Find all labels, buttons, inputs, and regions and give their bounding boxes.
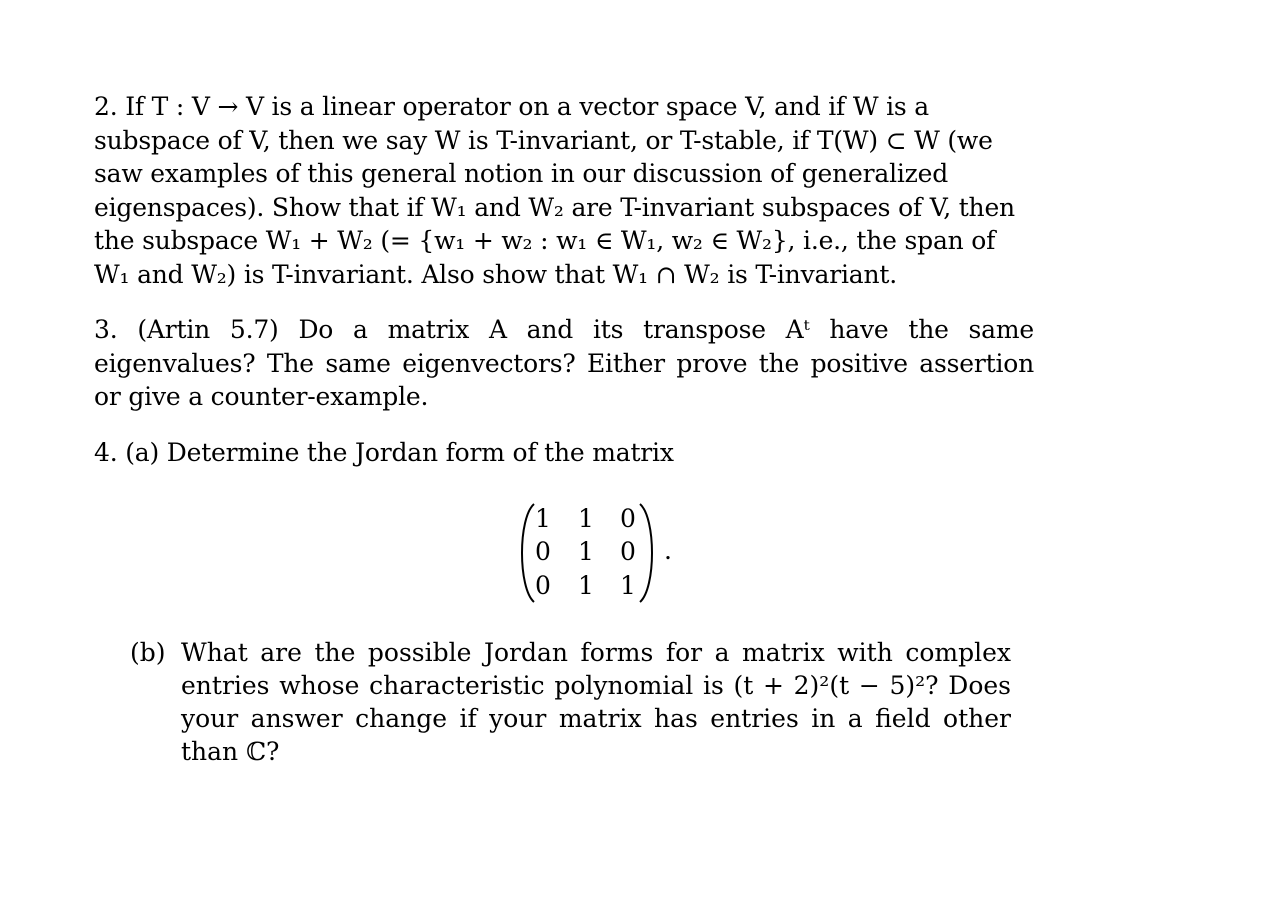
matrix-cell: 0 (535, 537, 551, 566)
problem-3-text: 3. (Artin 5.7) Do a matrix A and its transpose Aᵗ have the same eigenvalues? The same eigenvectors? Either prove the positive assertion or give a counter-example. (94, 315, 1034, 411)
matrix-cell: 1 (578, 571, 594, 600)
matrix-cell: 0 (620, 537, 636, 566)
problem-2 (94, 90, 1034, 291)
matrix-period: . (664, 536, 672, 565)
problem-4a (94, 436, 1034, 470)
problem-4b-label: (b) (130, 638, 166, 667)
problem-4a-text: 4. (a) Determine the Jordan form of the matrix (94, 437, 674, 467)
problem-set (94, 90, 1034, 469)
matrix-cell: 1 (578, 537, 594, 566)
problem-2-text: 2. If T : V → V is a linear operator on a vector space V, and if W is a subspace of V, then we say W is T-invariant, or T-stable, if T(W) ⊂ W (we saw examples of this general notion in our discussion of generalized eigenspaces). Show that if W₁ and W₂ are T-invariant subspaces of V, then the subspace W₁ + W₂ (= {w₁ + w₂ : w₁ ∈ W₁, w₂ ∈ W₂}, i.e., the span of W₁ and W₂) is T-invariant. Also show that W₁ ∩ W₂ is T-invariant. (94, 92, 1015, 289)
matrix-cell: 1 (620, 571, 636, 600)
matrix-cell: 0 (620, 504, 636, 533)
problem-3 (94, 313, 1034, 414)
matrix-cell: 0 (535, 571, 551, 600)
matrix-cell: 1 (578, 504, 594, 533)
matrix-cell: 1 (535, 504, 551, 533)
problem-4b-text: What are the possible Jordan forms for a matrix with complex entries whose characteristic polynomial is (t + 2)²(t − 5)²? Does your answer change if your matrix has entries in a field other than ℂ? (181, 638, 1011, 766)
matrix (512, 498, 682, 608)
